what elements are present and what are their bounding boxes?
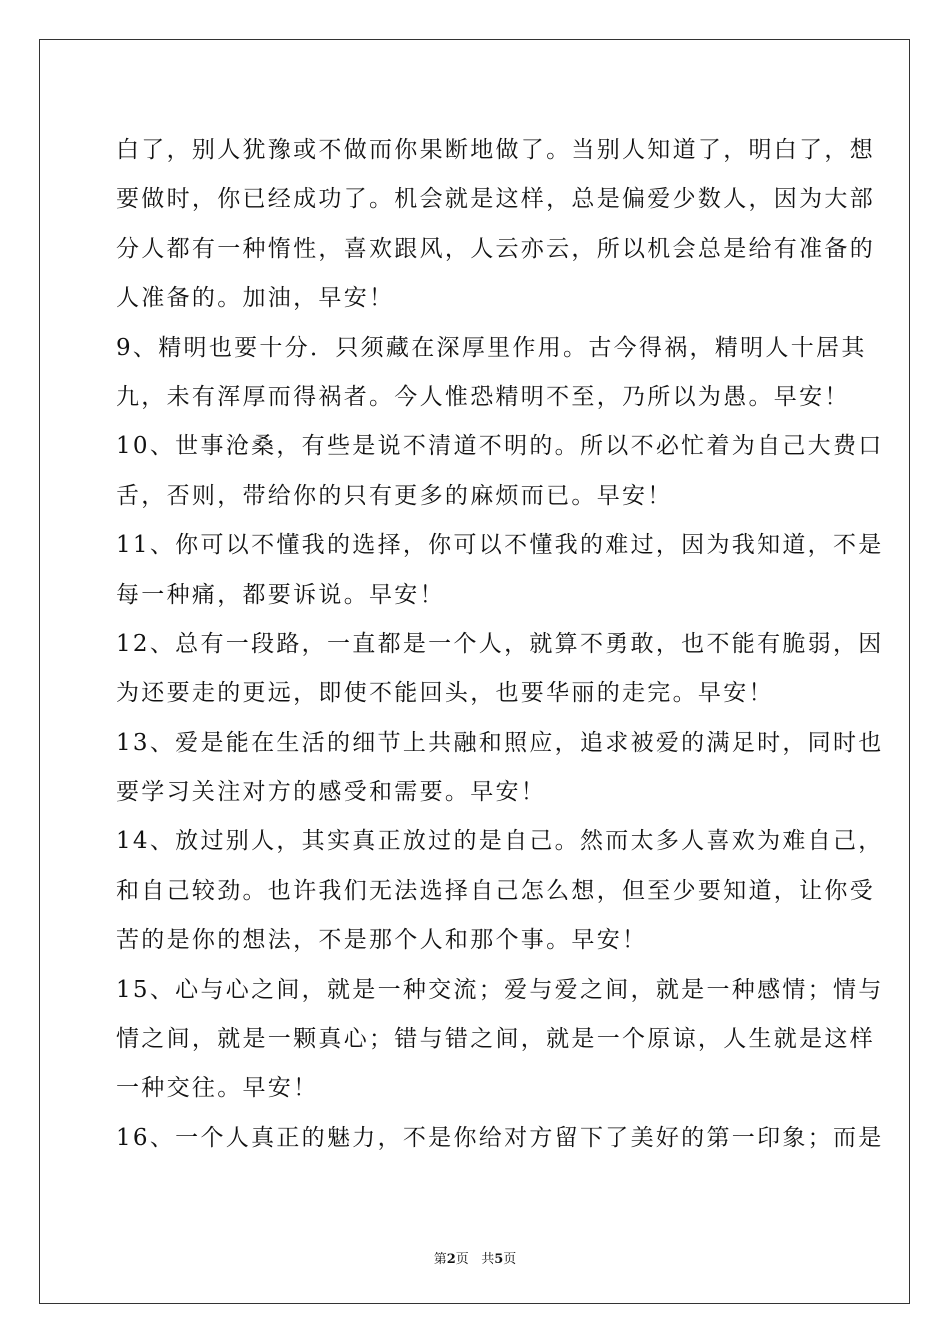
text-line: 12、总有一段路，一直都是一个人，就算不勇敢，也不能有脆弱，因: [116, 630, 884, 657]
page-prefix: 第: [433, 1252, 447, 1267]
text-line: 每一种痛，都要诉说。早安！: [116, 581, 445, 608]
text-line: 人准备的。加油，早安！: [116, 285, 395, 312]
text-line: 舌，否则，带给你的只有更多的麻烦而已。早安！: [116, 482, 673, 509]
text-line: 要学习关注对方的感受和需要。早安！: [116, 779, 547, 806]
text-line: 分人都有一种惰性，喜欢跟风，人云亦云，所以机会总是给有准备的: [116, 235, 875, 262]
text-line: 10、世事沧桑，有些是说不清道不明的。所以不必忙着为自己大费口: [116, 433, 884, 460]
text-line: 9、精明也要十分．只须藏在深厚里作用。古今得祸，精明人十居其: [116, 334, 867, 361]
text-line: 一种交往。早安！: [116, 1075, 319, 1102]
text-line: 和自己较劲。也许我们无法选择自己怎么想，但至少要知道，让你受: [116, 877, 875, 904]
text-line: 13、爱是能在生活的细节上共融和照应，追求被爱的满足时，同时也: [116, 729, 884, 756]
text-line: 16、一个人真正的魅力，不是你给对方留下了美好的第一印象；而是: [116, 1124, 884, 1151]
text-line: 要做时，你已经成功了。机会就是这样，总是偏爱少数人，因为大部: [116, 186, 875, 213]
text-line: 苦的是你的想法，不是那个人和那个事。早安！: [116, 927, 648, 954]
text-line: 15、心与心之间，就是一种交流；爱与爱之间，就是一种感情；情与: [116, 976, 884, 1003]
page-footer: [0, 1248, 950, 1267]
document-body: [116, 126, 884, 1163]
total-suffix: 页: [503, 1252, 517, 1267]
text-line: 14、放过别人，其实真正放过的是自己。然而太多人喜欢为难自己，: [116, 828, 884, 855]
total-pages: 5: [494, 1252, 504, 1267]
text-line: 情之间，就是一颗真心；错与错之间，就是一个原谅，人生就是这样: [116, 1026, 875, 1053]
text-line: 11、你可以不懂我的选择，你可以不懂我的难过，因为我知道，不是: [116, 532, 884, 559]
total-prefix: 共: [481, 1252, 495, 1267]
text-line: 九，未有浑厚而得祸者。今人惟恐精明不至，乃所以为愚。早安！: [116, 383, 850, 410]
page-number: 2: [446, 1252, 456, 1267]
text-line: 白了，别人犹豫或不做而你果断地做了。当别人知道了，明白了，想: [116, 137, 875, 163]
page-suffix: 页: [455, 1252, 469, 1267]
text-line: 为还要走的更远，即使不能回头，也要华丽的走完。早安！: [116, 680, 774, 707]
